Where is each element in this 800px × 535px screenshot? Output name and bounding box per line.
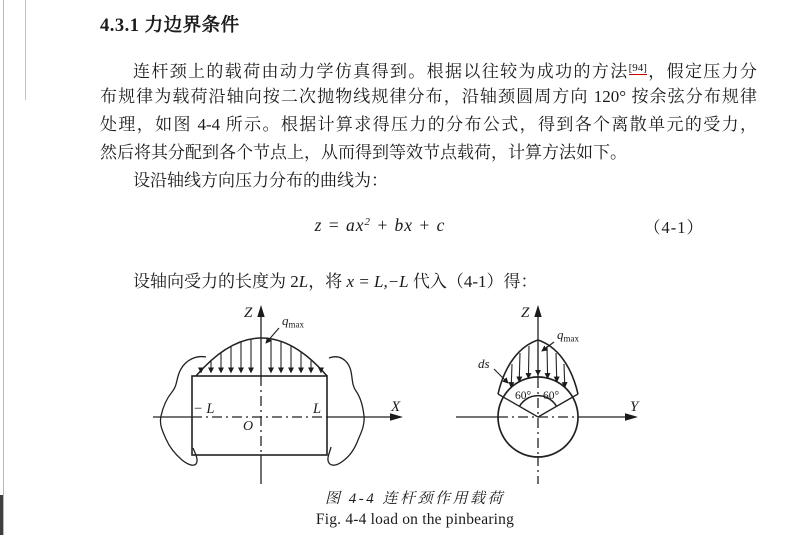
pos-l-label: L — [313, 401, 322, 417]
z-axis-label: Z — [521, 305, 530, 321]
x-axis-label: X — [391, 399, 401, 415]
angle-label-left: 60° — [514, 390, 532, 402]
neg-l-label: − L — [193, 401, 215, 417]
qmax-label: qmax — [557, 327, 579, 344]
paragraph-line-2: 布规律为载荷沿轴向按二次抛物线规律分布，沿轴颈圆周方向 120° 按余弦分布规律 — [100, 87, 757, 106]
setup-line-text-2: ，将 — [308, 272, 347, 291]
equation-number: （4-1） — [644, 218, 704, 237]
paragraph-line-5: 设沿轴线方向压力分布的曲线为： — [133, 171, 388, 190]
setup-line — [133, 271, 790, 293]
citation-ref-94[interactable]: [94] — [628, 62, 647, 74]
page-edge-line-top — [25, 0, 26, 100]
figure-left-axial-load — [145, 298, 440, 490]
crank-web-right-contour — [328, 357, 364, 465]
setup-line-text-3: 代入（4-1）得： — [408, 272, 538, 291]
paragraph-line-3: 处理，如图 4-4 所示。根据计算求得压力的分布公式，得到各个离散单元的受力， — [100, 115, 757, 134]
equation-lhs: z = ax — [314, 215, 365, 235]
x-axis — [153, 413, 403, 420]
equation-exponent: 2 — [364, 216, 371, 228]
figure-right-drawing — [450, 298, 720, 490]
origin-label: O — [243, 419, 254, 434]
figure-caption-en: Fig. 4-4 load on the pinbearing — [315, 511, 515, 528]
equation-row — [100, 215, 660, 236]
page-edge-line — [3, 0, 4, 535]
figure-caption-zh: 图 4-4 连杆颈作用载荷 — [325, 491, 505, 507]
z-axis — [257, 305, 264, 484]
z-axis-label: Z — [244, 305, 253, 321]
figure-right-circumferential-load — [450, 298, 720, 490]
qmax-leader-line — [542, 342, 554, 351]
section-heading: 4.3.1 力边界条件 — [100, 16, 240, 36]
angle-label-right: 60° — [542, 390, 560, 402]
y-axis — [456, 413, 638, 420]
paragraph-line-4: 然后将其分配到各个节点上，从而得到等效节点载荷，计算方法如下。 — [100, 143, 627, 162]
setup-line-var-L: L — [298, 272, 309, 291]
ds-label: ds — [478, 356, 490, 371]
setup-line-substitution: x = L,−L — [346, 272, 409, 291]
figure-left-drawing — [145, 298, 440, 490]
qmax-label: qmax — [282, 313, 304, 330]
paragraph-line-1-text: 连杆颈上的载荷由动力学仿真得到。根据以往较为成功的方法 — [133, 62, 629, 81]
page-corner-mark — [0, 495, 3, 535]
equation-rhs: + bx + c — [370, 215, 446, 235]
setup-line-text: 设轴向受力的长度为 2 — [133, 272, 299, 291]
y-axis-label: Y — [630, 399, 639, 415]
paragraph-line-1-tail: ，假定压力分 — [646, 62, 758, 81]
equation-4-1 — [315, 215, 446, 235]
paragraph-line-1 — [100, 57, 757, 83]
